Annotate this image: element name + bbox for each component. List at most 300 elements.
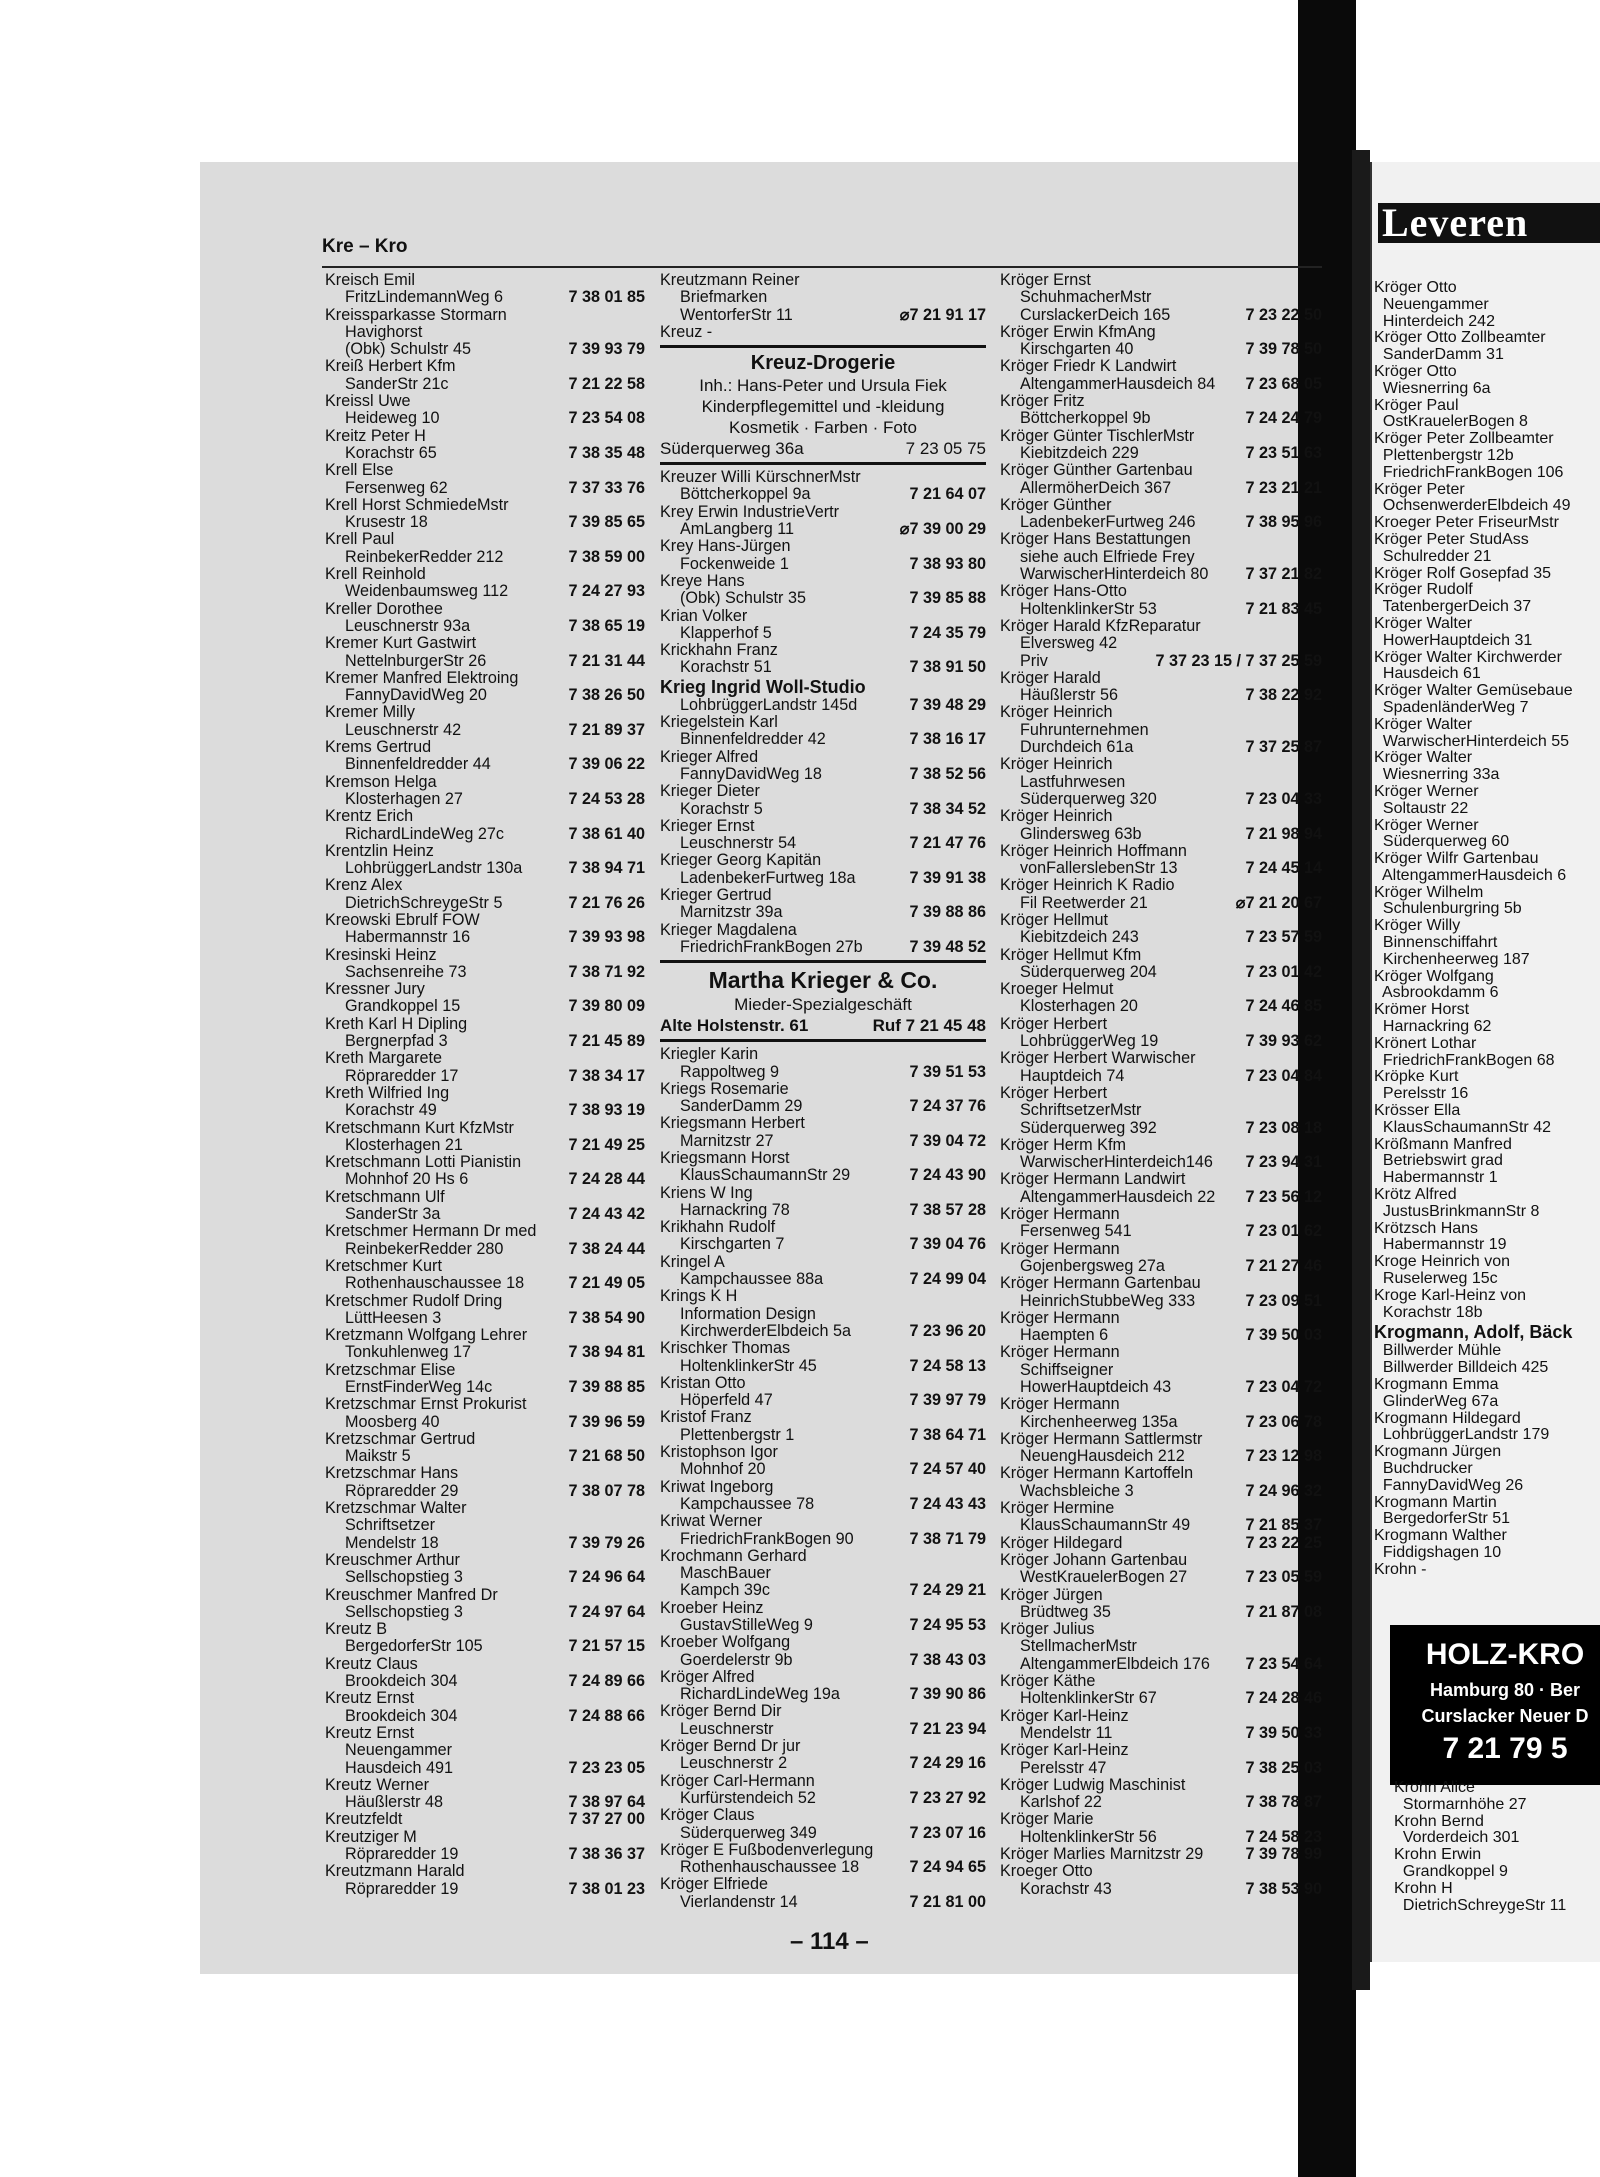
listing-detail: Kampchaussee 88a: [680, 1270, 824, 1289]
listing-name: Kröger Hermann Gartenbau: [1000, 1274, 1201, 1293]
listing-entry: [660, 1548, 986, 1600]
listing-detail: Häußlerstr 56: [1020, 686, 1119, 705]
listing-entry: [325, 358, 645, 393]
listing-entry: [660, 608, 986, 643]
column-2-part-b: [660, 469, 986, 677]
listing-entry: [1000, 670, 1322, 705]
listing-name: Kriens W Ing: [660, 1183, 753, 1202]
listing-entry: [1000, 1587, 1322, 1622]
listing-entry: [325, 393, 645, 428]
right-page-line: Kröger Peter Zollbeamter: [1374, 430, 1554, 448]
listing-entry: [660, 1807, 986, 1842]
listing-entry: [325, 1587, 645, 1622]
ad-logo: Leveren: [1378, 203, 1600, 243]
right-page-line: Krogmann Walther: [1374, 1527, 1507, 1545]
listing-phone: 7 38 97 64: [568, 1793, 645, 1812]
listing-entry: [325, 1327, 645, 1362]
right-page-line: Krötzsch Hans: [1374, 1219, 1479, 1237]
listing-phone: 7 23 56 12: [1245, 1187, 1322, 1206]
listing-name: Kröger Elfriede: [660, 1875, 768, 1894]
listing-detail: Briefmarken: [680, 288, 768, 307]
listing-detail: BergedorferStr 105: [345, 1637, 483, 1656]
listing-detail: Glindersweg 63b: [1020, 824, 1142, 843]
listing-name: Kröger Carl-Hermann: [660, 1771, 815, 1790]
listing-phone: 7 38 57 28: [909, 1200, 986, 1219]
listing-name: Kreissparkasse Stormarn: [325, 305, 507, 324]
listing-detail: Information Design: [680, 1304, 816, 1323]
listing-name: Kröger Hermann: [1000, 1205, 1120, 1224]
listing-detail: Klosterhagen 20: [1020, 997, 1138, 1016]
listing-detail: Neuengammer: [345, 1741, 453, 1760]
listing-phone: 7 24 43 42: [568, 1205, 645, 1224]
listing-entry: [660, 1703, 986, 1738]
ad-title: Martha Krieger & Co.: [708, 967, 938, 994]
listing-phone: 7 21 83 45: [1245, 599, 1322, 618]
listing-phone: 7 21 49 05: [568, 1274, 645, 1293]
listing-name: Kressner Jury: [325, 980, 425, 999]
listing-phone: 7 39 79 26: [568, 1533, 645, 1552]
listing-phone: 7 38 22 92: [1245, 686, 1322, 705]
listing-entry: [1000, 272, 1322, 324]
right-page-line: Wiesnerring 33a: [1374, 766, 1500, 784]
listing-phone: 7 24 43 90: [909, 1166, 986, 1185]
listing-name: Kriwat Werner: [660, 1512, 763, 1531]
listing-entry: [1000, 1708, 1322, 1743]
ad-phone: 7 23 05 75: [905, 439, 986, 459]
ad-address: Süderquerweg 36a: [660, 439, 804, 459]
listing-entry: [660, 642, 986, 677]
listing-phone: 7 39 91 38: [909, 868, 986, 887]
listing-name: Kretschmann Ulf: [325, 1187, 445, 1206]
listing-phone: 7 24 37 76: [909, 1097, 986, 1116]
listing-entry: [1000, 393, 1322, 428]
listing-name: Kreutz Ernst: [325, 1723, 415, 1742]
listing-detail: Korachstr 5: [680, 799, 763, 818]
listing-detail: Süderquerweg 392: [1020, 1118, 1157, 1137]
right-page-line: Kröger Willy: [1374, 917, 1461, 935]
right-page-line: Krogmann Jürgen: [1374, 1443, 1502, 1461]
ad-line: Curslacker Neuer D: [1421, 1706, 1589, 1726]
listing-entry: [660, 324, 986, 341]
ad-title: HOLZ-KRO: [1425, 1638, 1585, 1671]
listing-name: Kriegelstein Karl: [660, 713, 778, 732]
right-page-line: Hinterdeich 242: [1374, 312, 1495, 330]
listing-name: Kreth Wilfried Ing: [325, 1083, 450, 1102]
listing-detail: Höperfeld 47: [680, 1391, 773, 1410]
listing-name: Kretzschmar Elise: [325, 1360, 456, 1379]
right-page-line: Stormarnhöhe 27: [1394, 1795, 1527, 1813]
listing-entry: [325, 774, 645, 809]
listing-detail: Durchdeich 61a: [1020, 738, 1134, 757]
page-number: – 114 –: [790, 1928, 869, 1955]
listing-name: Krell Horst SchmiedeMstr: [325, 495, 509, 514]
right-page-line: Grandkoppel 9: [1394, 1862, 1508, 1880]
listing-entry: [325, 1050, 645, 1085]
listing-detail: Leuschnerstr 42: [345, 720, 462, 739]
listing-name: Kröger Johann Gartenbau: [1000, 1550, 1188, 1569]
listing-detail: AmLangberg 11: [680, 520, 794, 539]
listing-phone: 7 39 80 09: [568, 997, 645, 1016]
listing-entry: [1000, 1552, 1322, 1587]
listing-phone: 7 38 26 50: [568, 686, 645, 705]
listing-phone: 7 21 68 50: [568, 1447, 645, 1466]
column-2: [660, 272, 986, 1911]
right-page-line: Korachstr 18b: [1374, 1303, 1483, 1321]
listing-name: Kremer Kurt Gastwirt: [325, 634, 477, 653]
listing-detail: HowerHauptdeich 43: [1020, 1378, 1172, 1396]
listing-phone: 7 21 81 00: [909, 1892, 986, 1911]
listing-phone: 7 24 53 28: [568, 789, 645, 808]
listing-phone: 7 23 96 20: [909, 1321, 986, 1340]
listing-entry: [325, 1223, 645, 1258]
listing-detail: LadenbekerFurtweg 246: [1020, 513, 1196, 532]
listing-phone: 7 38 93 19: [568, 1101, 645, 1120]
right-page-line: Krösser Ella: [1374, 1102, 1461, 1120]
listing-entry: [325, 462, 645, 497]
listing-entry: [325, 739, 645, 774]
listing-detail: KlausSchaumannStr 29: [680, 1166, 851, 1185]
listing-entry: [325, 704, 645, 739]
listing-phone: 7 24 97 64: [568, 1602, 645, 1621]
listing-entry: [660, 1669, 986, 1704]
listing-entry: [325, 307, 645, 359]
listing-name: Kretzschmar Ernst Prokurist: [325, 1395, 527, 1414]
right-page-line: Krogmann Emma: [1374, 1376, 1499, 1393]
listing-address: LohbrüggerLandstr 145d: [680, 695, 858, 714]
listing-detail: SanderStr 3a: [345, 1205, 441, 1224]
listing-name: Kretschmer Kurt: [325, 1256, 442, 1275]
listing-phone: 7 21 85 37: [1245, 1516, 1322, 1535]
right-page-line: OchsenwerderElbdeich 49: [1374, 497, 1571, 515]
listing-detail: FritzLindemannWeg 6: [345, 288, 504, 307]
listing-phone: 7 39 93 79: [568, 340, 645, 359]
listing-phone: 7 24 58 23: [1245, 1827, 1322, 1846]
listing-entry: [1000, 1275, 1322, 1310]
right-page-line: Kröger Wolfgang: [1374, 967, 1494, 985]
listing-entry: [325, 1016, 645, 1051]
listing-phone: 7 23 04 72: [1245, 1378, 1322, 1396]
listing-name: Kröger Hellmut: [1000, 910, 1108, 929]
listing-entry: [325, 1863, 645, 1898]
listing-phone: 7 37 33 76: [568, 478, 645, 497]
listing-name: Kröger Hermann Landwirt: [1000, 1170, 1186, 1189]
listing-detail: WentorferStr 11: [680, 305, 793, 324]
listing-name: Kreutz B: [325, 1620, 388, 1639]
listing-entry: [1000, 1206, 1322, 1241]
listing-phone: 7 39 04 76: [909, 1235, 986, 1254]
listing-name: Kröger Marie: [1000, 1810, 1094, 1829]
listing-entry: [325, 1725, 645, 1777]
listing-name: Kröger Herm Kfm: [1000, 1135, 1126, 1154]
right-page-line: Betriebswirt grad: [1374, 1152, 1503, 1170]
listing-name: Kreller Dorothee: [325, 599, 443, 618]
listing-detail: Habermannstr 16: [345, 928, 471, 947]
listing-detail: FriedrichFrankBogen 27b: [680, 937, 863, 956]
right-page-line: Krohn Erwin: [1394, 1846, 1482, 1864]
listing-entry: [660, 1444, 986, 1479]
right-page-line: Kröger Otto Zollbeamter: [1374, 329, 1546, 347]
listing-phone: 7 38 34 52: [909, 799, 986, 818]
listing-name: Kröger Harald: [1000, 668, 1101, 687]
listing-entry: [1000, 912, 1322, 947]
listing-entry: [1000, 808, 1322, 843]
ad-kreuz-drogerie: [660, 345, 986, 465]
ad-phone: Ruf 7 21 45 48: [872, 1016, 986, 1036]
listing-detail: Sachsenreihe 73: [345, 962, 467, 981]
listing-name: Krentzlin Heinz: [325, 841, 434, 860]
listing-entry: [1000, 1535, 1322, 1552]
listing-detail: Brookdeich 304: [345, 1672, 458, 1691]
listing-entry: [1000, 843, 1322, 878]
listing-phone: 7 24 35 79: [909, 623, 986, 642]
listing-name: Kretschmann Lotti Pianistin: [325, 1153, 522, 1172]
listing-entry: [1000, 1621, 1322, 1673]
listing-entry: [660, 1876, 986, 1911]
listing-name: Kröger Heinrich: [1000, 755, 1113, 774]
listing-detail: HoltenklinkerStr 53: [1020, 599, 1157, 618]
listing-phone: 7 23 57 59: [1245, 928, 1322, 947]
right-page-line: FriedrichFrankBogen 68: [1374, 1051, 1555, 1069]
listing-name: Kröger Heinrich: [1000, 807, 1113, 826]
listing-phone: 7 39 93 62: [1245, 1032, 1322, 1051]
listing-name: Kröger Erwin KfmAng: [1000, 322, 1156, 341]
listing-detail: ErnstFinderWeg 14c: [345, 1378, 493, 1396]
listing-entry: [325, 1085, 645, 1120]
listing-name: Kröger Karl-Heinz: [1000, 1741, 1129, 1760]
listing-detail: Kiebitzdeich 229: [1020, 443, 1139, 462]
listing-phone: 7 39 97 79: [909, 1391, 986, 1410]
right-page-line: Fiddigshagen 10: [1374, 1543, 1502, 1561]
listing-phone: 7 38 36 37: [568, 1845, 645, 1864]
listing-phone: 7 38 53 90: [1245, 1879, 1322, 1898]
listing-phone: 7 24 24 79: [1245, 409, 1322, 428]
listing-name: Kröger Herbert Warwischer: [1000, 1049, 1196, 1068]
listing-phone: 7 24 58 13: [909, 1356, 986, 1375]
listing-phone: 7 37 25 87: [1245, 738, 1322, 757]
listing-name: Kröger E Fußbodenverlegung: [660, 1840, 874, 1859]
listing-name: Krings K H: [660, 1287, 738, 1306]
listing-name: Kröger Friedr K Landwirt: [1000, 357, 1177, 376]
listing-name: Kresinski Heinz: [325, 945, 437, 964]
listing-detail: Brüdtweg 35: [1020, 1602, 1111, 1621]
ad-holz: [1390, 1625, 1600, 1785]
right-page-line: Kröger Peter: [1374, 480, 1465, 498]
listing-krieg-ingrid: [660, 677, 986, 714]
listing-detail: Kirchenheerweg 135a: [1020, 1412, 1178, 1431]
listing-phone: 7 24 57 40: [909, 1460, 986, 1479]
right-page-line: KlausSchaumannStr 42: [1374, 1118, 1551, 1136]
listing-name: Kristan Otto: [660, 1373, 746, 1392]
listing-detail: (Obk) Schulstr 35: [680, 589, 806, 608]
listing-phone: 7 39 93 98: [568, 928, 645, 947]
listing-phone: 7 21 57 15: [568, 1637, 645, 1656]
listing-entry: [1000, 1673, 1322, 1708]
listing-entry: [325, 1362, 645, 1397]
listing-detail: KlausSchaumannStr 49: [1020, 1516, 1191, 1535]
listing-name: Krischker Thomas: [660, 1339, 791, 1358]
listing-entry: [660, 1115, 986, 1150]
listing-phone: 7 23 07 16: [909, 1823, 986, 1842]
listing-entry: [325, 635, 645, 670]
listing-detail: Harnackring 78: [680, 1200, 790, 1219]
listing-detail: AltengammerHausdeich 84: [1020, 374, 1216, 393]
right-page-line: Kröger Walter: [1374, 715, 1473, 733]
listing-detail: Kampch 39c: [680, 1581, 770, 1600]
listing-name: Kremer Milly: [325, 703, 415, 722]
listing-phone: 7 24 45 14: [1245, 859, 1322, 878]
listing-phone: 7 38 59 00: [568, 547, 645, 566]
listing-name: Kröger Hermann Kartoffeln: [1000, 1464, 1194, 1483]
listing-name: Kröger Hermann Sattlermstr: [1000, 1429, 1203, 1448]
listing-phone: 7 39 85 65: [568, 513, 645, 532]
listing-name: Kreissl Uwe: [325, 392, 411, 411]
right-page-line: Binnenschiffahrt: [1374, 934, 1498, 952]
listing-name: Krieger Ernst: [660, 816, 755, 835]
listing-name: Kreisch Emil: [325, 271, 415, 289]
listing-name: Kröger Jürgen: [1000, 1585, 1103, 1604]
listing-name: Kröger Hermann: [1000, 1239, 1120, 1258]
listing-detail: Böttcherkoppel 9b: [1020, 409, 1151, 428]
listing-name: Krickhahn Franz: [660, 641, 778, 660]
listing-name: Kretschmer Rudolf Dring: [325, 1291, 503, 1310]
right-page-line: Neuengammer: [1374, 295, 1489, 313]
listing-phone: 7 23 54 08: [568, 409, 645, 428]
listing-name: Krieger Dieter: [660, 782, 760, 801]
listing-phone: 7 37 27 00: [568, 1810, 645, 1829]
right-page-line: Plettenbergstr 12b: [1374, 446, 1514, 464]
listing-name: Krell Paul: [325, 530, 395, 549]
listing-detail: LohbrüggerWeg 19: [1020, 1032, 1159, 1051]
listing-detail: Böttcherkoppel 9a: [680, 485, 811, 504]
right-page-line: Kröger Paul: [1374, 396, 1459, 414]
listing-entry: [325, 670, 645, 705]
listing-phone: 7 24 95 53: [909, 1616, 986, 1634]
listing-entry: [325, 1465, 645, 1500]
listing-detail: LadenbekerFurtweg 18a: [680, 868, 856, 887]
listing-phone: 7 38 34 17: [568, 1066, 645, 1085]
listing-phone: 7 24 99 04: [909, 1270, 986, 1289]
listing-name: Krems Gertrud: [325, 738, 432, 757]
right-page-line: Kroge Heinrich von: [1374, 1253, 1511, 1271]
listing-entry: [325, 601, 645, 636]
listing-name: Kriwat Ingeborg: [660, 1477, 774, 1496]
listing-entry: [325, 428, 645, 463]
listing-name: Kröger Hans-Otto: [1000, 582, 1127, 601]
listing-phone: 7 23 01 62: [1245, 1222, 1322, 1241]
right-page-line: WarwischerHinterdeich 55: [1374, 732, 1570, 750]
listing-detail: CurslackerDeich 165: [1020, 305, 1171, 324]
right-page-line: JustusBrinkmannStr 8: [1374, 1202, 1540, 1220]
listing-name: Kreutziger M: [325, 1827, 417, 1846]
header-rule: [322, 266, 1322, 268]
right-page-line: BergedorferStr 51: [1374, 1510, 1511, 1528]
listing-name: Kröger Günter TischlerMstr: [1000, 426, 1195, 445]
listing-entry: [325, 1431, 645, 1466]
listing-name: Kröger Herbert: [1000, 1014, 1108, 1033]
listing-detail: Priv: [1020, 651, 1048, 670]
listing-detail: Elversweg 42: [1020, 634, 1118, 653]
listing-phone: 7 39 06 22: [568, 755, 645, 774]
listing-detail: Fil Reetwerder 21: [1020, 893, 1148, 912]
listing-detail: Mohnhof 20: [680, 1460, 766, 1479]
right-page-line: Kröpke Kurt: [1374, 1068, 1459, 1086]
listing-entry: [1000, 1811, 1322, 1846]
listing-phone: 7 39 90 86: [909, 1685, 986, 1704]
listing-name: Kristof Franz: [660, 1408, 752, 1427]
right-page-line: Billwerder Mühle: [1374, 1342, 1502, 1360]
listing-detail: SchriftsetzerMstr: [1020, 1101, 1142, 1120]
right-page-line: LohbrüggerLandstr 179: [1374, 1426, 1550, 1444]
listing-name: Kretschmer Hermann Dr med: [325, 1222, 537, 1241]
listing-name: Kröger Fritz: [1000, 392, 1085, 411]
listing-entry: [660, 818, 986, 853]
listing-entry: [1000, 1846, 1322, 1863]
listing-detail: HeinrichStubbeWeg 333: [1020, 1291, 1196, 1310]
listing-phone: 7 23 51 63: [1245, 443, 1322, 462]
right-page-line: Soltaustr 22: [1374, 799, 1469, 817]
listing-detail: Grandkoppel 15: [345, 997, 461, 1016]
listing-detail: Havighorst: [345, 322, 423, 341]
listing-entry: [325, 1396, 645, 1431]
listing-name: Kröger Heinrich Hoffmann: [1000, 841, 1187, 860]
listing-entry: [325, 1154, 645, 1189]
listing-entry: [325, 1258, 645, 1293]
listing-entry: [325, 843, 645, 878]
listing-name: Kreiß Herbert Kfm: [325, 357, 456, 376]
listing-phone: 7 23 22 50: [1245, 305, 1322, 324]
listing-detail: Fersenweg 62: [345, 478, 448, 497]
listing-phone: 7 24 46 85: [1245, 997, 1322, 1016]
listing-entry: [325, 531, 645, 566]
right-page-line: Krönert Lothar: [1374, 1034, 1477, 1052]
listing-entry: [1000, 618, 1322, 670]
listing-name: Krenz Alex: [325, 876, 403, 895]
listing-phone: 7 39 48 29: [909, 695, 986, 714]
listing-entry: [660, 1842, 986, 1877]
listing-phone: 7 39 78 99: [1245, 1845, 1322, 1864]
listing-phone: 7 38 25 03: [1245, 1758, 1322, 1777]
listing-phone: 7 24 89 66: [568, 1672, 645, 1691]
listing-name: Kröger Herbert: [1000, 1083, 1108, 1102]
listing-name: Kretzschmar Hans: [325, 1464, 459, 1483]
listing-detail: Rothenhauschaussee 18: [345, 1274, 525, 1293]
right-page-line: Wiesnerring 6a: [1374, 379, 1491, 397]
listing-entry: [325, 947, 645, 982]
listing-name: Kringel A: [660, 1252, 725, 1271]
listing-name: Kröger Alfred: [660, 1667, 755, 1686]
listing-entry: [660, 1634, 986, 1669]
listing-name: Kreutzfeldt: [325, 1810, 403, 1829]
right-page-line: HowerHauptdeich 31: [1374, 631, 1533, 649]
right-page-line: AltengammerHausdeich 6: [1374, 866, 1567, 884]
listing-entry: [1000, 1863, 1322, 1898]
right-page-line: Kröger Rolf Gosepfad 35: [1374, 564, 1551, 582]
right-page-line: Asbrookdamm 6: [1374, 984, 1499, 1002]
listing-detail: NeuengHausdeich 212: [1020, 1447, 1185, 1466]
listing-detail: LohbrüggerLandstr 130a: [345, 859, 523, 878]
listing-detail: Kirschgarten 7: [680, 1235, 785, 1254]
listing-phone: 7 37 21 82: [1245, 565, 1322, 584]
listing-detail: Leuschnerstr 2: [680, 1754, 788, 1773]
listing-detail: Süderquerweg 204: [1020, 962, 1157, 981]
listing-detail: Rappoltweg 9: [680, 1062, 779, 1081]
listing-detail: Klapperhof 5: [680, 623, 772, 642]
listing-entry: [660, 783, 986, 818]
right-page-line: Billwerder Billdeich 425: [1374, 1359, 1549, 1377]
listing-name: Kriegs Rosemarie: [660, 1079, 789, 1098]
listing-name: Kröger Bernd Dir: [660, 1702, 782, 1721]
listing-detail: Bergnerpfad 3: [345, 1032, 448, 1051]
